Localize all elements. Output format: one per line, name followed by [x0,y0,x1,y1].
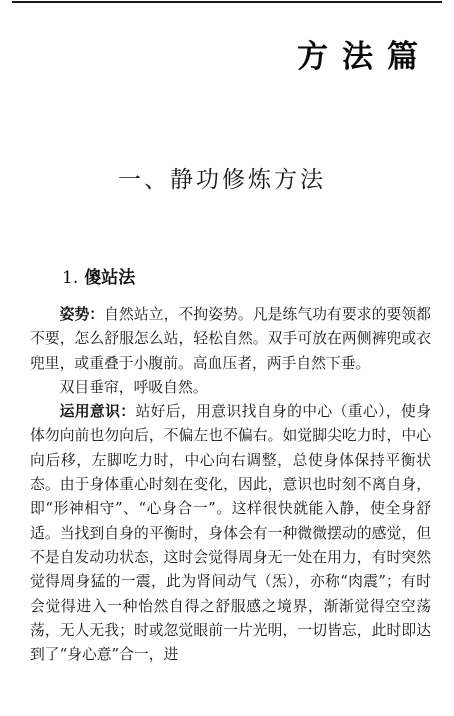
paragraph-term: 运用意识： [59,403,136,421]
section-title: 方法篇 [297,39,432,75]
paragraph [30,303,431,376]
paragraph-text: 自然站立，不拘姿势。凡是练气功有要求的要领都不要，怎么舒服怎么站，轻松自然。双手可放在两侧裤兜或衣兜里，或重叠于小腹前。高血压者，两手自然下垂。 [30,306,431,372]
paragraph-text: 双目垂帘，呼吸自然。 [59,378,208,396]
paragraph-text: 站好后，用意识找自身的中心（重心），使身体勿向前也勿向后，不偏左也不偏右。如觉脚尖吃力时，中心向后移，左脚吃力时，中心向右调整，总使身体保持平衡状态。由于身体重心时刻在变化，因此，意识也时刻不离自身，即“形神相守”、“心身合一”。这样很快就能入静，使全身舒适。当找到自身的平衡时，身体会有一种微微摆动的感觉，但不是自发动功状态，这时会觉得周身无一处在用力，有时突然觉得周身猛的一震，此为肾间动气（炁），亦称“肉震”；有时会觉得进入一种怡然自得之舒服感之境界，渐渐觉得空空荡荡，无人无我；时或忽觉眼前一片光明，一切皆忘，此时即达到了“身心意”合一，进 [30,403,431,664]
subsection-heading [62,270,135,287]
top-rule [12,1,442,3]
paragraph [30,400,431,667]
subsection-title: 傻站法 [84,268,136,288]
chapter-heading: 一、静功修炼方法 [118,167,326,193]
paragraph [30,376,431,400]
body-text [30,303,431,667]
paragraph-term: 姿势： [59,306,105,323]
subsection-number: 1. [62,268,79,288]
